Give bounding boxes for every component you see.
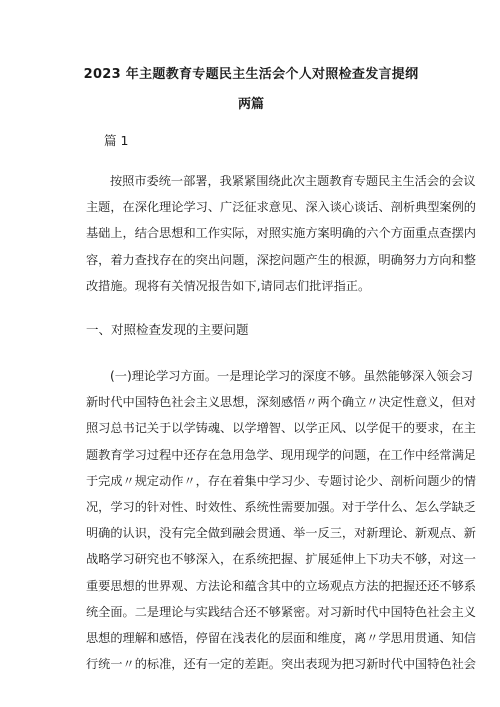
paragraph-line: 思想的理解和感悟，停留在浅表化的层面和维度，离〃学思用贯通、知信 bbox=[86, 631, 476, 646]
document-title: 2023 年主题教育专题民主生活会个人对照检查发言提纲 bbox=[83, 67, 419, 82]
part-label: 篇 1 bbox=[104, 133, 129, 148]
paragraph-line: 主题，在深化理论学习、广泛征求意见、深入谈心谈话、剖析典型案例的 bbox=[86, 200, 476, 215]
section-heading: 一、对照检查发现的主要问题 bbox=[86, 322, 249, 338]
paragraph-line: 统全面。二是理论与实践结合还不够紧密。对习新时代中国特色社会主义 bbox=[86, 604, 476, 619]
paragraph-line: 况，学习的针对性、时效性、系统性需要加强。对于学什么、怎么学缺乏 bbox=[86, 500, 476, 515]
paragraph-line: 战略学习研究也不够深入，在系统把握、扩展延伸上下功夫不够，对这一 bbox=[86, 552, 476, 567]
paragraph-line: 行统一〃的标准，还有一定的差距。突出表现为把习新时代中国特色社会 bbox=[86, 657, 476, 672]
paragraph-line: 题教育学习过程中还存在急用急学、现用现学的问题，在工作中经常满足 bbox=[86, 447, 476, 462]
paragraph-line: 改措施。现将有关情况报告如下,请同志们批评指正。 bbox=[86, 278, 371, 293]
paragraph-line: 按照市委统一部署，我紧紧围绕此次主题教育专题民主生活会的会议 bbox=[110, 174, 476, 188]
intro-paragraph bbox=[86, 168, 476, 299]
body-paragraph bbox=[86, 363, 476, 677]
paragraph-line: 重要思想的世界观、方法论和蕴含其中的立场观点方法的把握还还不够系 bbox=[86, 578, 476, 593]
paragraph-line: 照习总书记关于以学铸魂、以学增智、以学正风、以学促干的要求，在主 bbox=[86, 421, 476, 436]
document-subtitle: 两篇 bbox=[237, 97, 264, 112]
paragraph-line: 于完成〃规定动作〃，存在着集中学习少、专题讨论少、剖析问题少的情 bbox=[86, 473, 476, 488]
paragraph-line: 新时代中国特色社会主义思想，深刻感悟〃两个确立〃决定性意义，但对 bbox=[86, 395, 476, 410]
paragraph-line: 基础上，结合思想和工作实际，对照实施方案明确的六个方面重点查摆内 bbox=[86, 226, 476, 241]
paragraph-line: 容，着力查找存在的突出问题，深挖问题产生的根源，明确努力方向和整 bbox=[86, 252, 476, 267]
paragraph-line: 明确的认识，没有完全做到融会贯通、举一反三，对新理论、新观点、新 bbox=[86, 526, 476, 541]
paragraph-line: (一)理论学习方面。一是理论学习的深度不够。虽然能够深入领会习 bbox=[110, 369, 473, 384]
